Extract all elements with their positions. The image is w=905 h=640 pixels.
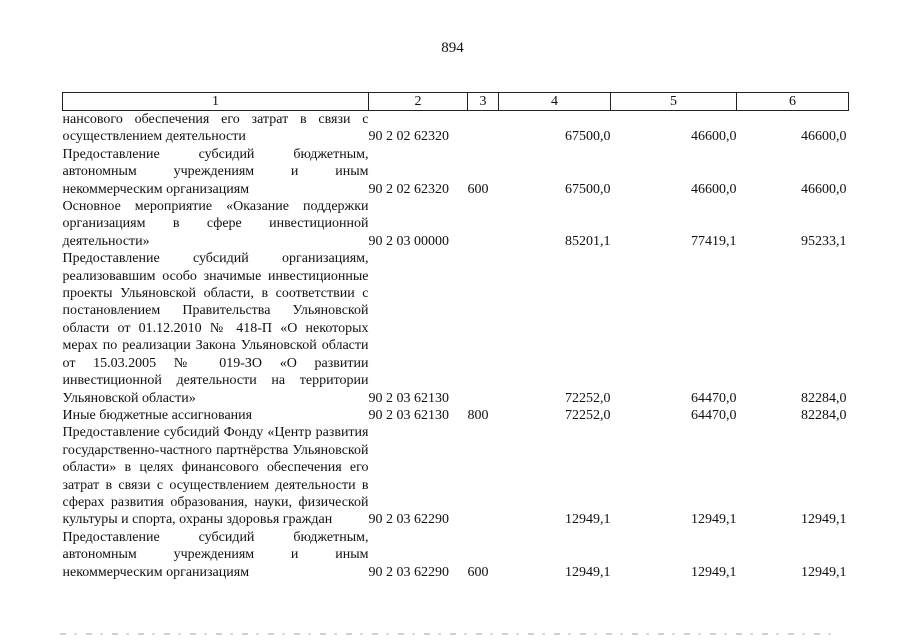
expense-name: Предоставление субсидий организациям, реализовавшим особо значимые инвестиционные проекты Ульяновской области, в соответствии с постановлением Правительства Ульяновской области от 01.12.2010 № 418-П «О некоторых мерах по реализации Закона Ульяновской области от 15.03.2005 № 019-ЗО «О развитии инвестиционной деятельности на территории Ульяновской области» bbox=[62, 251, 369, 406]
amount-col5: 64470,0 bbox=[691, 407, 737, 423]
expense-name: Основное мероприятие «Оказание поддержки организациям в сфере инвестиционной деятельности» bbox=[62, 199, 369, 249]
amount-col4: 72252,0 bbox=[565, 390, 611, 406]
expense-name: Предоставление субсидий бюджетным, автономным учреждениям и иным некоммерческим организациям bbox=[62, 146, 369, 197]
column-header: 5 bbox=[611, 93, 737, 111]
amount-col4: 67500,0 bbox=[565, 129, 611, 145]
table-row bbox=[63, 407, 849, 424]
table-row bbox=[63, 146, 849, 198]
amount-col6: 46600,0 bbox=[801, 181, 847, 197]
classification-code: 90 2 03 62130 bbox=[368, 390, 449, 406]
classification-code: 90 2 02 62320 bbox=[368, 181, 449, 197]
table-header-row bbox=[63, 93, 849, 111]
classification-code: 90 2 03 62290 bbox=[368, 564, 449, 580]
amount-col5: 12949,1 bbox=[691, 564, 737, 580]
budget-table bbox=[62, 92, 849, 581]
classification-code: 90 2 03 62130 bbox=[368, 407, 449, 423]
expense-name: Иные бюджетные ассигнования bbox=[62, 407, 253, 423]
expense-type: 600 bbox=[467, 564, 489, 580]
amount-col4: 67500,0 bbox=[565, 181, 611, 197]
amount-col4: 12949,1 bbox=[565, 564, 611, 580]
amount-col5: 46600,0 bbox=[691, 181, 737, 197]
expense-type bbox=[468, 111, 499, 146]
expense-name: Предоставление субсидий бюджетным, автономным учреждениям и иным некоммерческим организациям bbox=[62, 529, 369, 580]
page-number: 894 bbox=[441, 40, 464, 56]
table-row bbox=[63, 250, 849, 407]
column-header: 4 bbox=[499, 93, 611, 111]
column-header: 2 bbox=[369, 93, 468, 111]
expense-name: нансового обеспечения его затрат в связи с осуществлением деятельности bbox=[62, 112, 369, 145]
column-header: 1 bbox=[63, 93, 369, 111]
expense-type bbox=[468, 198, 499, 250]
table-row bbox=[63, 111, 849, 146]
amount-col6: 82284,0 bbox=[801, 390, 847, 406]
table-row bbox=[63, 198, 849, 250]
amount-col6: 12949,1 bbox=[801, 564, 847, 580]
column-header: 3 bbox=[468, 93, 499, 111]
amount-col6: 12949,1 bbox=[801, 512, 847, 528]
amount-col5: 12949,1 bbox=[691, 512, 737, 528]
amount-col6: 95233,1 bbox=[801, 233, 847, 249]
classification-code: 90 2 03 62290 bbox=[368, 512, 449, 528]
expense-type bbox=[468, 424, 499, 528]
table-row bbox=[63, 529, 849, 581]
amount-col6: 82284,0 bbox=[801, 407, 847, 423]
expense-type: 600 bbox=[467, 181, 489, 197]
expense-name: Предоставление субсидий Фонду «Центр развития государственно-частного партнёрства Ульяновской области» в целях финансового обеспечения его затрат в связи с осуществлением деятельности в сферах развития образования, науки, физической культуры и спорта, охраны здоровья граждан bbox=[62, 425, 369, 528]
amount-col4: 72252,0 bbox=[565, 407, 611, 423]
amount-col6: 46600,0 bbox=[801, 129, 847, 145]
amount-col4: 85201,1 bbox=[565, 233, 611, 249]
expense-type: 800 bbox=[467, 407, 489, 423]
table-row bbox=[63, 424, 849, 528]
classification-code: 90 2 02 62320 bbox=[368, 129, 449, 145]
amount-col4: 12949,1 bbox=[565, 512, 611, 528]
expense-type bbox=[468, 250, 499, 407]
amount-col5: 77419,1 bbox=[691, 233, 737, 249]
amount-col5: 64470,0 bbox=[691, 390, 737, 406]
column-header: 6 bbox=[737, 93, 849, 111]
classification-code: 90 2 03 00000 bbox=[368, 233, 449, 249]
amount-col5: 46600,0 bbox=[691, 129, 737, 145]
scan-artifact bbox=[60, 633, 840, 635]
